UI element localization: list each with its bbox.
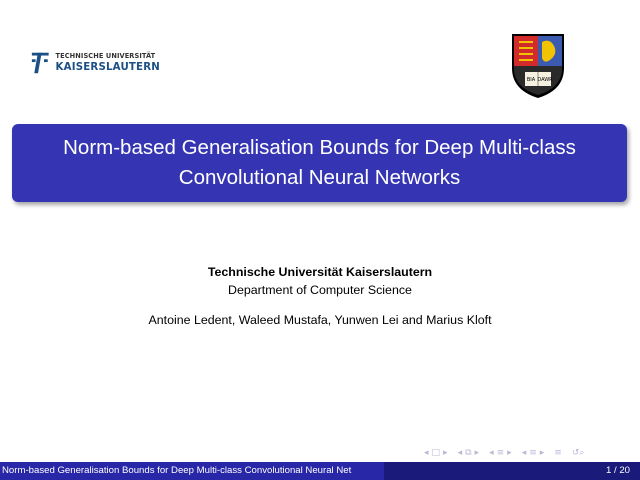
prev-icon[interactable]: ◂	[424, 448, 429, 458]
subsection-icon[interactable]: ⧉	[465, 448, 472, 458]
prev-section-icon[interactable]: ◂	[489, 448, 494, 458]
next-part-icon[interactable]: ▸	[539, 448, 545, 458]
frame-icon[interactable]: □	[431, 448, 441, 458]
next-icon[interactable]: ▸	[443, 448, 448, 458]
part-icon[interactable]: ≡	[529, 448, 537, 458]
crest-book-left: BIA	[526, 77, 536, 83]
search-icon[interactable]: ↺⌕	[571, 448, 585, 458]
next-subsection-icon[interactable]: ▸	[474, 448, 480, 458]
title-block	[12, 124, 627, 202]
institution: Technische Universität Kaiserslautern	[207, 265, 433, 279]
footer-page-number: 1 / 20	[384, 462, 640, 480]
authors: Antoine Ledent, Waleed Mustafa, Yunwen Lei and Marius Kloft	[148, 313, 492, 327]
university-crest-icon	[509, 32, 567, 100]
presentation-title: Norm-based Generalisation Bounds for Deep Multi-class Convolutional Neural Networks	[63, 136, 576, 189]
tu-logo-mark-icon	[30, 49, 51, 77]
prev-part-icon[interactable]: ◂	[521, 448, 527, 458]
tu-kaiserslautern-logo	[30, 48, 160, 78]
logo-line1: TECHNISCHE UNIVERSITÄT	[55, 52, 156, 61]
footer-bar	[0, 462, 640, 480]
section-icon[interactable]: ≡	[496, 448, 505, 458]
department: Department of Computer Science	[228, 283, 412, 297]
align-icon[interactable]: ≡	[554, 448, 562, 458]
crest-book-right: DAWR	[537, 77, 553, 83]
beamer-navigation	[424, 447, 584, 459]
logo-line2: KAISERSLAUTERN	[55, 61, 160, 73]
next-section-icon[interactable]: ▸	[507, 448, 512, 458]
footer-short-title: Norm-based Generalisation Bounds for Deep Multi-class Convolutional Neural Net	[0, 462, 384, 480]
prev-subsection-icon[interactable]: ◂	[457, 448, 463, 458]
